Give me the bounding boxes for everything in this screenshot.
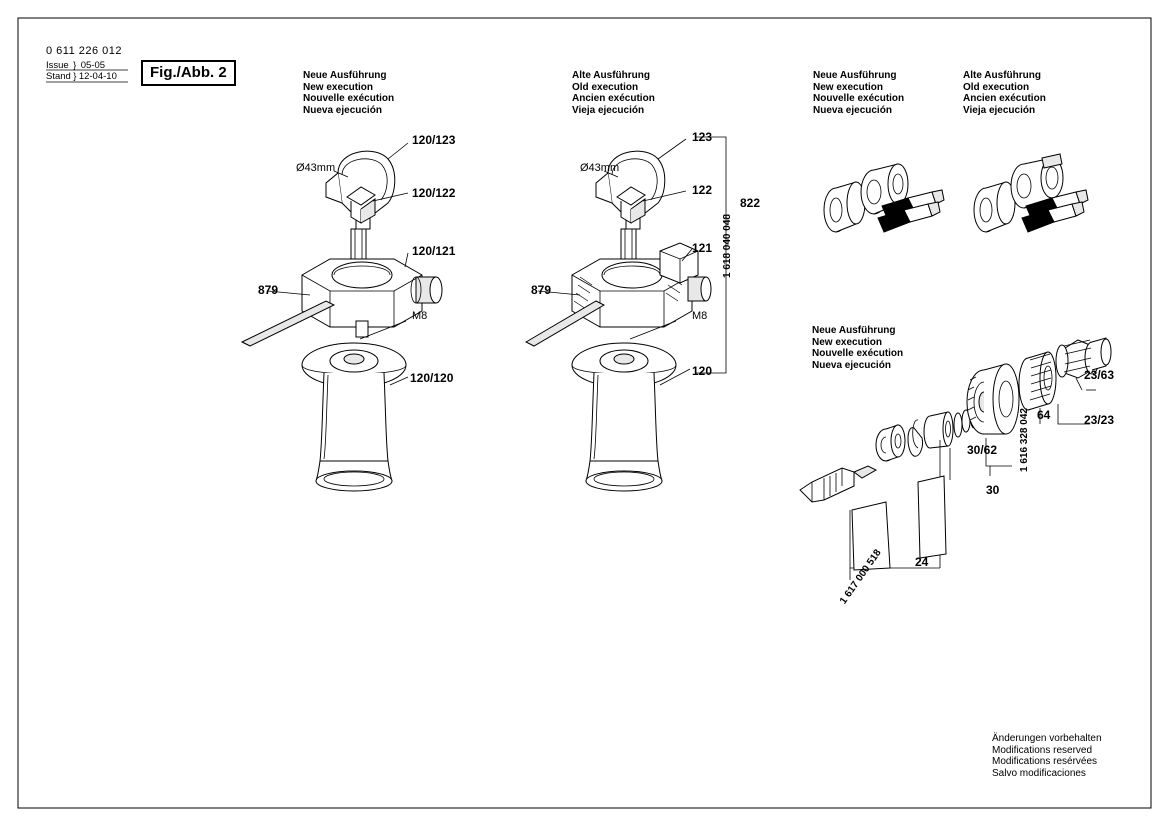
callout-879-middle: 879 bbox=[531, 283, 552, 297]
brush-holder-new-drawing bbox=[808, 150, 958, 250]
depth-stop-rod bbox=[242, 301, 334, 346]
callout-121: 121 bbox=[692, 241, 713, 255]
stand-label: Stand bbox=[46, 71, 71, 82]
heading-new-execution-bottom-right: Neue Ausführung New execution Nouvelle exécution Nueva ejecución bbox=[812, 325, 904, 371]
handle-grip bbox=[316, 373, 392, 491]
callout-122: 122 bbox=[692, 183, 713, 197]
callout-m8-left: M8 bbox=[412, 310, 428, 322]
callout-23-23: 23/23 bbox=[1084, 413, 1115, 427]
issue-stand-block: Issue } 05-05 Stand } 12-04-10 bbox=[46, 60, 117, 82]
callout-m8-middle: M8 bbox=[692, 310, 708, 322]
callout-120-120: 120/120 bbox=[410, 371, 454, 385]
brush-holder-old-drawing bbox=[958, 150, 1108, 250]
footer-line-es: Salvo modificaciones bbox=[992, 767, 1086, 779]
footer-line-en: Modifications reserved bbox=[992, 744, 1093, 756]
callout-1617000518: 1 617 000 518 bbox=[838, 547, 884, 607]
gear-64 bbox=[1019, 352, 1056, 410]
issue-value: 05-05 bbox=[80, 60, 106, 71]
callout-diameter-middle: Ø43mm bbox=[580, 162, 620, 174]
stand-value: 12-04-10 bbox=[78, 71, 117, 82]
part-number: 0 611 226 012 bbox=[46, 45, 123, 57]
heading-new-execution-top-right: Neue Ausführung New execution Nouvelle exécution Nueva ejecución bbox=[813, 70, 905, 116]
footer-line-de: Änderungen vorbehalten bbox=[992, 733, 1102, 744]
callout-64: 64 bbox=[1037, 408, 1051, 422]
callout-23-63: 23/63 bbox=[1084, 368, 1115, 382]
issue-label: Issue bbox=[46, 60, 69, 71]
callout-30-62: 30/62 bbox=[967, 443, 998, 457]
callout-879-left: 879 bbox=[258, 283, 279, 297]
spindle-shaft bbox=[800, 466, 876, 502]
bearing-small bbox=[876, 425, 905, 461]
brush-ring-left bbox=[824, 182, 865, 232]
m8-bolt bbox=[356, 321, 368, 337]
callout-123: 123 bbox=[692, 130, 713, 144]
callout-822: 822 bbox=[740, 196, 761, 210]
middle-assembly-drawing bbox=[520, 125, 770, 505]
heading-new-execution-left: Neue Ausführung New execution Nouvelle exécution Nueva ejecución bbox=[303, 70, 395, 116]
handle-grip-old bbox=[586, 373, 662, 491]
heading-old-execution-middle: Alte Ausführung Old execution Ancien exécution Vieja ejecución bbox=[572, 70, 655, 116]
footer-notes bbox=[992, 733, 1102, 779]
clutch-body bbox=[967, 364, 1019, 434]
callout-24: 24 bbox=[915, 555, 929, 569]
callout-1618040048: 1 618 040 048 bbox=[722, 214, 733, 278]
heading-old-execution-top-right: Alte Ausführung Old execution Ancien exécution Vieja ejecución bbox=[963, 70, 1046, 116]
callout-30: 30 bbox=[986, 483, 1000, 497]
callout-1616328042: 1 616 328 042 bbox=[1019, 408, 1030, 472]
callout-120-122: 120/122 bbox=[412, 186, 456, 200]
figure-label: Fig./Abb. 2 bbox=[141, 60, 236, 86]
brush-ring-left-old bbox=[974, 182, 1015, 232]
handle-bracket-old bbox=[572, 243, 711, 327]
callout-120: 120 bbox=[692, 364, 713, 378]
footer-line-fr: Modifications resérvées bbox=[992, 756, 1098, 767]
callout-120-123: 120/123 bbox=[412, 133, 456, 147]
left-assembly-drawing bbox=[230, 125, 490, 505]
depth-stop-rod-old bbox=[526, 301, 604, 346]
callout-120-121: 120/121 bbox=[412, 244, 456, 258]
spindle-gear-exploded-drawing bbox=[790, 320, 1120, 610]
callout-diameter-left: Ø43mm bbox=[296, 162, 336, 174]
